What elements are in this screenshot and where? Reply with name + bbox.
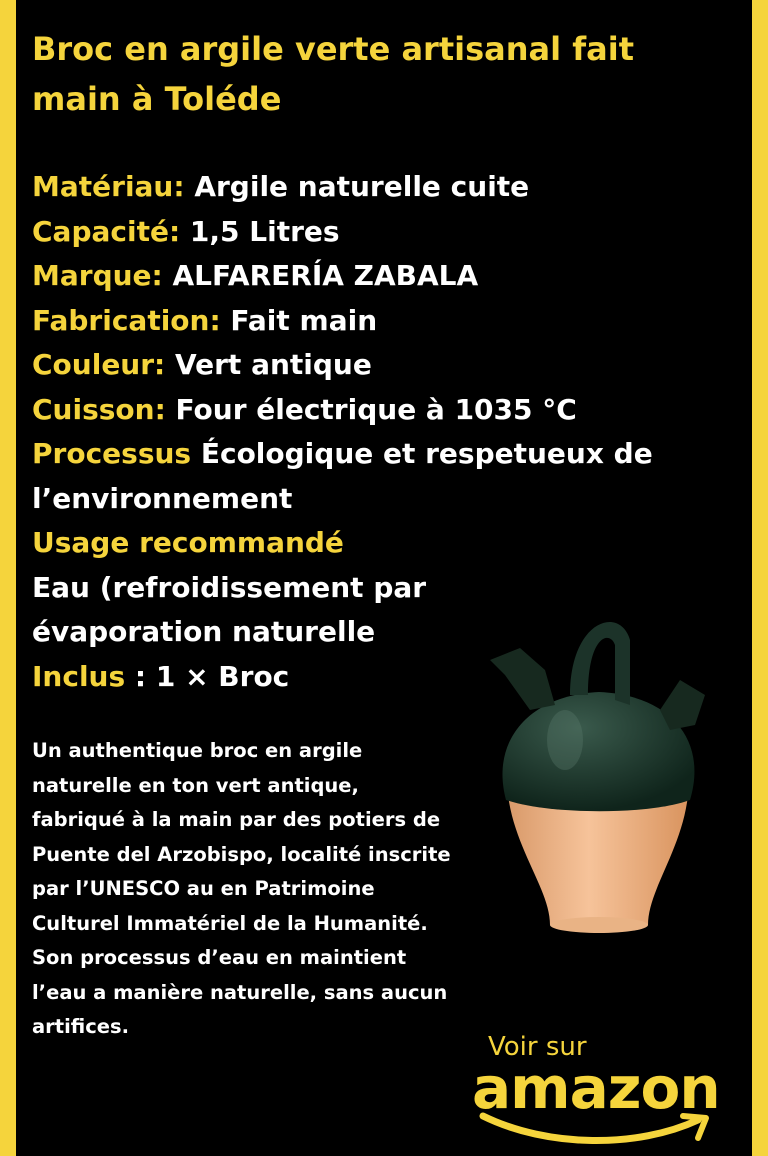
spec-process: Processus Écologique et respetueux de l’environnement <box>32 437 653 515</box>
spec-capacity: Capacité: 1,5 Litres <box>32 214 340 248</box>
amazon-logo: amazon <box>472 1054 720 1122</box>
spec-usage: Usage recommandé <box>32 526 344 559</box>
voir-sur-label: Voir sur <box>488 1032 587 1062</box>
spec-material: Matériau: Argile naturelle cuite <box>32 170 530 203</box>
spec-included: Inclus : 1 × Broc <box>32 659 290 693</box>
clay-jug-image <box>470 600 740 960</box>
product-description: Un authentique broc en argile naturelle en ton vert antique, fabriqué à la main par des potiers de Puente del Arzobispo, localité inscrite par l’UNESCO au en Patrimoine Culturel Immatériel de la Humanité. Son processus d’eau en maintient l’eau a manière naturelle, sans aucun artifices. <box>32 739 451 1038</box>
spec-color: Couleur: Vert antique <box>32 348 372 381</box>
spec-firing: Cuisson: Four électrique à 1035 °C <box>32 392 577 426</box>
spec-brand: Marque: ALFARERÍA ZABALA <box>32 259 479 292</box>
amazon-link[interactable] <box>458 1032 738 1142</box>
product-title: Broc en argile verte artisanal fait main à Toléde <box>32 30 634 118</box>
spec-usage-value: Eau (refroidissement par évaporation naturelle <box>32 570 427 648</box>
spec-fabrication: Fabrication: Fait main <box>32 303 378 337</box>
amazon-smile-icon <box>478 1110 738 1150</box>
